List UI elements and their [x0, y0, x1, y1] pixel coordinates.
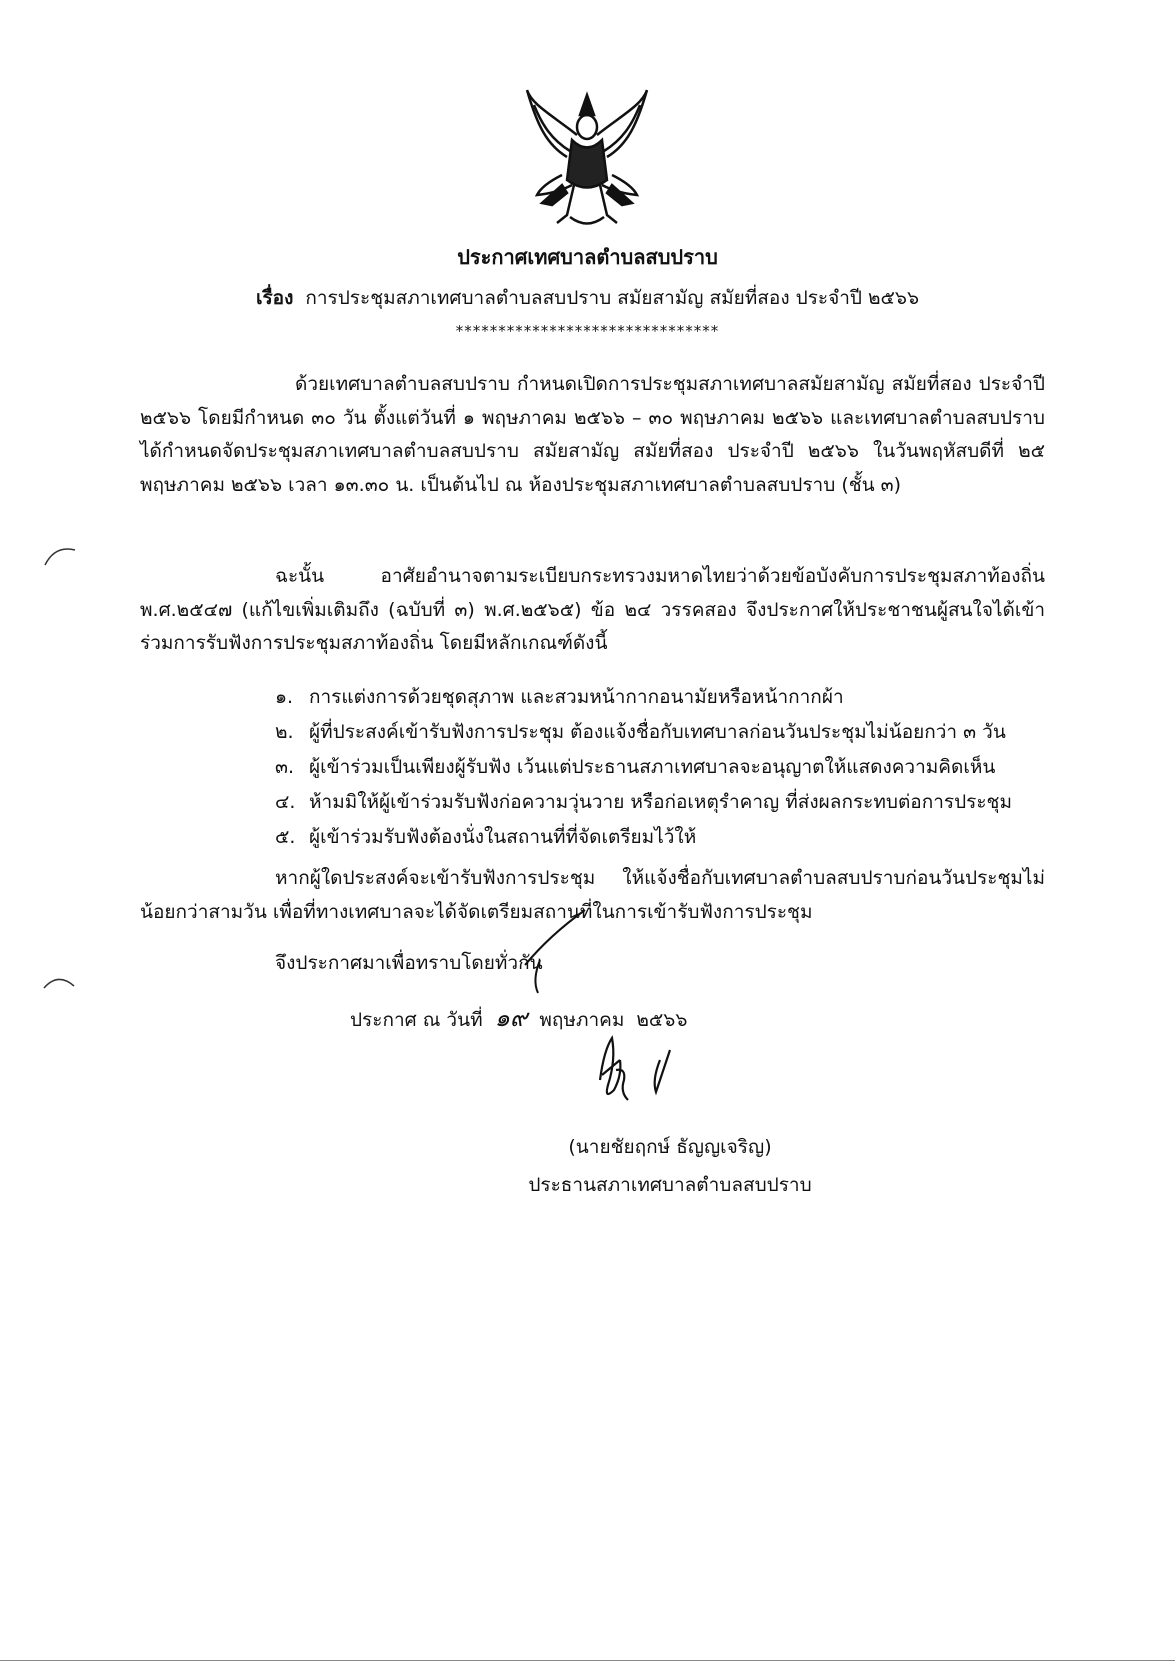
handwritten-signature-icon — [590, 1030, 700, 1120]
list-item — [275, 680, 1012, 715]
subject-label: เรื่อง — [255, 287, 294, 309]
list-item-text: ผู้ที่ประสงค์เข้ารับฟังการประชุม ต้องแจ้งชื่อกับเทศบาลก่อนวันประชุมไม่น้อยกว่า ๓ วัน — [309, 721, 1006, 743]
signature-block — [520, 1128, 820, 1204]
signer-name: (นายชัยฤกษ์ ธัญญเจริญ) — [568, 1136, 772, 1158]
signer-position: ประธานสภาเทศบาลตำบลสบปราบ — [528, 1174, 812, 1196]
rules-list — [275, 680, 1012, 855]
pen-stroke-icon — [520, 905, 590, 995]
date-prefix: ประกาศ ณ วันที่ — [350, 1009, 483, 1031]
list-item — [275, 820, 1012, 855]
subject-text: การประชุมสภาเทศบาลตำบลสบปราบ สมัยสามัญ สมัยที่สอง ประจำปี ๒๕๖๖ — [305, 287, 920, 309]
list-item-text: ผู้เข้าร่วมรับฟังต้องนั่งในสถานที่ที่จัดเตรียมไว้ให้ — [309, 826, 697, 848]
list-item — [275, 750, 1012, 785]
document-subject — [0, 285, 1175, 311]
closing-statement: จึงประกาศมาเพื่อทราบโดยทั่วกัน — [275, 952, 543, 974]
list-item — [275, 715, 1012, 750]
list-item — [275, 785, 1012, 820]
list-item-number: ๑. — [275, 686, 294, 708]
separator-stars: ******************************* — [455, 322, 720, 340]
date-month: พฤษภาคม — [539, 1009, 625, 1031]
list-item-number: ๔. — [275, 791, 296, 813]
document-title: ประกาศเทศบาลตำบลสบปราบ — [457, 245, 718, 269]
list-item-number: ๒. — [275, 721, 294, 743]
list-item-number: ๕. — [275, 826, 296, 848]
list-item-text: ห้ามมิให้ผู้เข้าร่วมรับฟังก่อความวุ่นวาย หรือก่อเหตุรำคาญ ที่ส่งผลกระทบต่อการประชุม — [309, 791, 1012, 813]
date-day: ๑๙ — [494, 1004, 528, 1032]
paragraph-2: ฉะนั้น อาศัยอำนาจตามระเบียบกระทรวงมหาดไทยว่าด้วยข้อบังคับการประชุมสภาท้องถิ่น พ.ศ.๒๕๔๗ (แก้ไขเพิ่มเติมถึง (ฉบับที่ ๓) พ.ศ.๒๕๖๕) ข้อ ๒๔ วรรคสอง จึงประกาศให้ประชาชนผู้สนใจได้เข้าร่วมการรับฟังการประชุมสภาท้องถิ่น โดยมีหลักเกณฑ์ดังนี้ — [140, 565, 1045, 654]
page-bottom-edge — [0, 1660, 1175, 1661]
list-item-number: ๓. — [275, 756, 295, 778]
paragraph-3: หากผู้ใดประสงค์จะเข้ารับฟังการประชุม ให้แจ้งชื่อกับเทศบาลตำบลสบปราบก่อนวันประชุมไม่น้อยกว่าสามวัน เพื่อที่ทางเทศบาลจะได้จัดเตรียมสถานที่ในการเข้ารับฟังการประชุม — [140, 867, 1045, 923]
paragraph-1: ด้วยเทศบาลตำบลสบปราบ กำหนดเปิดการประชุมสภาเทศบาลสมัยสามัญ สมัยที่สอง ประจำปี ๒๕๖๖ โดยมีกำหนด ๓๐ วัน ตั้งแต่วันที่ ๑ พฤษภาคม ๒๕๖๖ – ๓๐ พฤษภาคม ๒๕๖๖ และเทศบาลตำบลสบปราบได้กำหนดจัดประชุมสภาเทศบาลตำบลสบปราบ สมัยสามัญ สมัยที่สอง ประจำปี ๒๕๖๖ ในวันพฤหัสบดีที่ ๒๕ พฤษภาคม ๒๕๖๖ เวลา ๑๓.๓๐ น. เป็นต้นไป ณ ห้องประชุมสภาเทศบาลตำบลสบปราบ (ชั้น ๓) — [140, 373, 1045, 496]
garuda-emblem-icon — [522, 85, 652, 235]
list-item-text: ผู้เข้าร่วมเป็นเพียงผู้รับฟัง เว้นแต่ประธานสภาเทศบาลจะอนุญาตให้แสดงความคิดเห็น — [309, 756, 996, 778]
list-item-text: การแต่งการด้วยชุดสุภาพ และสวมหน้ากากอนามัยหรือหน้ากากผ้า — [309, 686, 844, 708]
margin-mark-icon — [40, 970, 80, 995]
date-year: ๒๕๖๖ — [636, 1009, 688, 1031]
margin-mark-icon — [40, 540, 80, 570]
